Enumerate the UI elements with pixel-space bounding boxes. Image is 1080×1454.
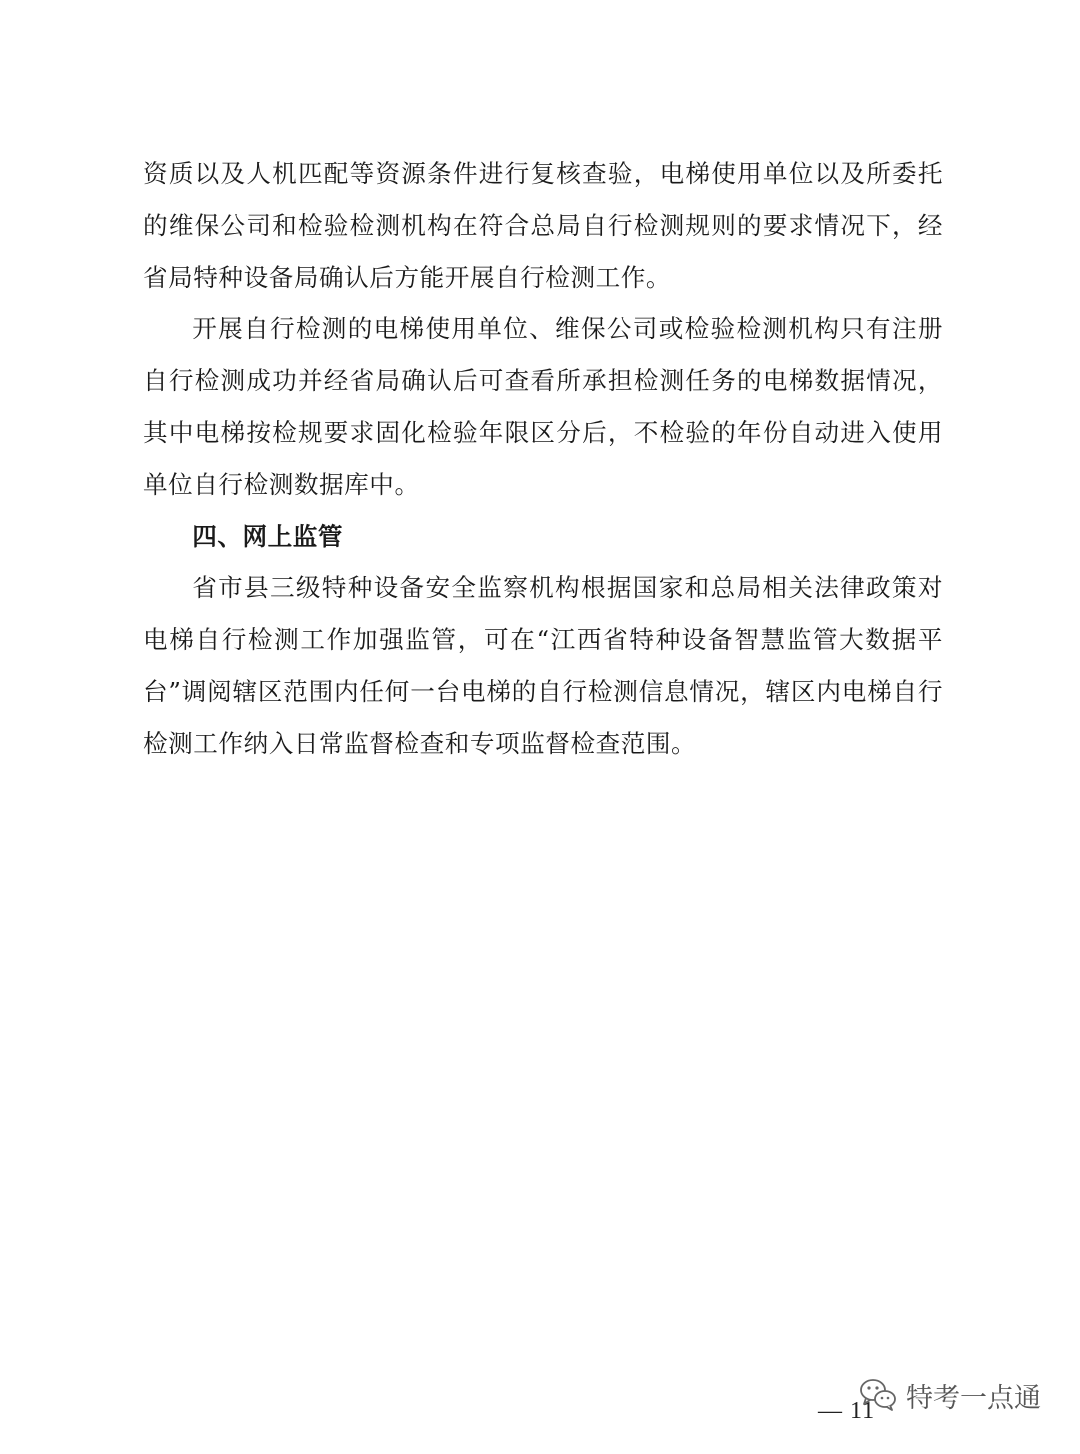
document-body — [143, 148, 943, 770]
page-number: — 11 — [818, 1398, 876, 1424]
paragraph-continuation: 资质以及人机匹配等资源条件进行复核查验，电梯使用单位以及所委托的维保公司和检验检测机构在符合总局自行检测规则的要求情况下，经省局特种设备局确认后方能开展自行检测工作。 — [143, 159, 943, 292]
paragraph-supervision: 省市县三级特种设备安全监察机构根据国家和总局相关法律政策对电梯自行检测工作加强监管，可在“江西省特种设备智慧监管大数据平台”调阅辖区范围内任何一台电梯的自行检测信息情况，辖区内电梯自行检测工作纳入日常监督检查和专项监督检查范围。 — [143, 573, 943, 758]
paragraph-self-inspection: 开展自行检测的电梯使用单位、维保公司或检验检测机构只有注册自行检测成功并经省局确认后可查看所承担检测任务的电梯数据情况，其中电梯按检规要求固化检验年限区分后，不检验的年份自动进入使用单位自行检测数据库中。 — [143, 314, 943, 499]
section-heading-online-supervision: 四、网上监管 — [192, 521, 344, 551]
watermark-text: 特考一点通 — [906, 1382, 1041, 1414]
watermark — [858, 1374, 1041, 1416]
wechat-icon — [858, 1377, 898, 1413]
